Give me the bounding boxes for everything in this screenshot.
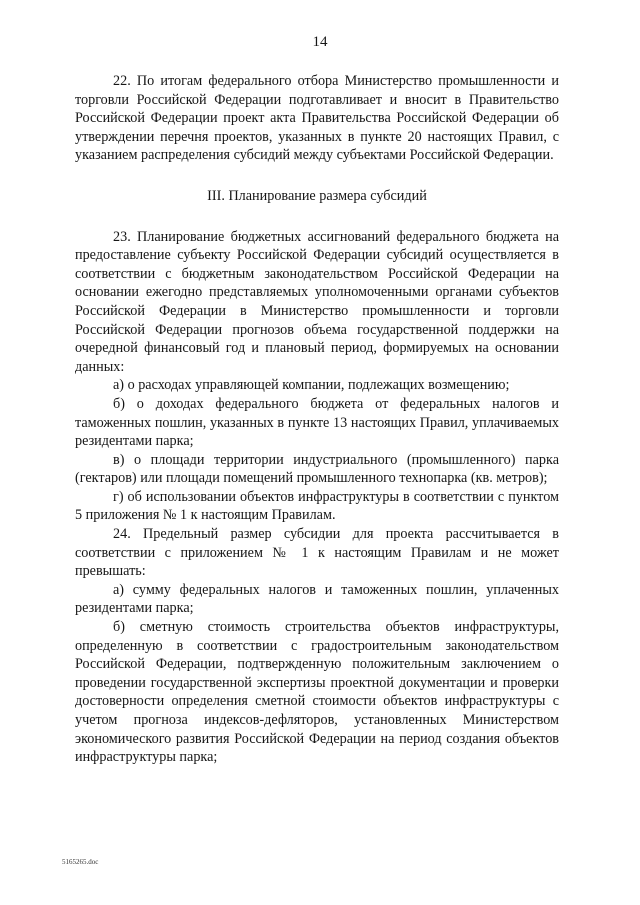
paragraph-24: 24. Предельный размер субсидии для проекта рассчитывается в соответствии с приложением № 1 к настоящим Правилам и не может превышать: xyxy=(75,526,559,580)
paragraph-23-v: в) о площади территории индустриального (промышленного) парка (гектаров) или площади помещений промышленного технопарка (кв. метров); xyxy=(75,451,559,487)
paragraph-23-g: г) об использовании объектов инфраструктуры в соответствии с пунктом 5 приложения № 1 к настоящим Правилам. xyxy=(75,488,559,524)
paragraph-24-b: б) сметную стоимость строительства объектов инфраструктуры, определенную в соответствии с градостроительным законодательством Российской Федерации, подтвержденную положительным заключением о проведении государственной экспертизы проектной документации и проверки достоверности определения сметной стоимости объектов инфраструктуры с учетом прогноза индексов-дефляторов, установленных Министерством экономического развития Российской Федерации на период создания объектов инфраструктуры парка; xyxy=(75,619,559,766)
paragraph-23: 23. Планирование бюджетных ассигнований федерального бюджета на предоставление субъекту Российской Федерации субсидий осуществляется в соответствии с бюджетным законодательством Российской Федерации на основании ежегодно представляемых уполномоченными органами субъектов Российской Федерации в Министерство промышленности и торговли Российской Федерации прогнозов объема государственной поддержки на очередной финансовый год и плановый период, формируемых на основании данных: xyxy=(75,228,559,375)
page-number: 14 xyxy=(312,34,328,50)
document-body xyxy=(75,72,559,767)
paragraph-23-b: б) о доходах федерального бюджета от федеральных налогов и таможенных пошлин, указанных в пункте 13 настоящих Правил, уплачиваемых резидентами парка; xyxy=(75,395,559,450)
footer-filename: 5165265.doc xyxy=(62,858,99,866)
paragraph-24-a: а) сумму федеральных налогов и таможенных пошлин, уплаченных резидентами парка; xyxy=(75,581,559,617)
paragraph-22: 22. По итогам федерального отбора Министерство промышленности и торговли Российской Федерации подготавливает и вносит в Правительство Российской Федерации проект акта Правительства Российской Федерации об утверждении перечня проектов, указанных в пункте 20 настоящих Правил, с указанием распределения субсидий между субъектами Российской Федерации. xyxy=(75,73,559,164)
paragraph-23-a: а) о расходах управляющей компании, подлежащих возмещению; xyxy=(113,377,510,394)
section-heading: III. Планирование размера субсидий xyxy=(207,187,427,204)
